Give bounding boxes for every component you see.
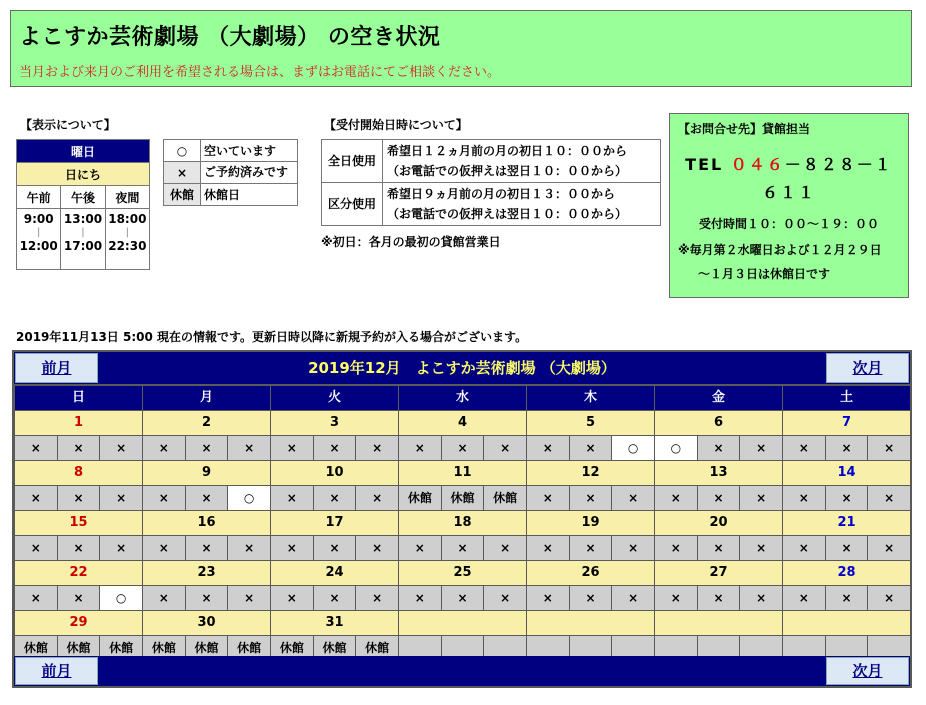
calendar-slot-cell: × <box>399 536 441 560</box>
calendar-slot-cell: × <box>484 436 526 460</box>
reception-kind-full: 全日使用 <box>322 140 383 183</box>
calendar-date-cell: 23 <box>143 561 270 585</box>
calendar-date-cell: 27 <box>655 561 782 585</box>
calendar-slot-cell: × <box>143 586 185 610</box>
calendar-date-cell: 24 <box>271 561 398 585</box>
calendar-date-cell: 19 <box>527 511 654 535</box>
calendar-slot-cell[interactable]: ○ <box>100 586 142 610</box>
calendar-slot-cell: × <box>740 436 782 460</box>
reception-section-label: 【受付開始日時について】 <box>324 118 468 132</box>
calendar-slot-cell: × <box>484 586 526 610</box>
calendar-slot-cell: × <box>868 436 910 460</box>
page-subtitle: 当月および来月のご利用を希望される場合は、まずはお電話にてご相談ください。 <box>19 65 501 80</box>
calendar-date-cell: 13 <box>655 461 782 485</box>
contact-heading: 【お問合せ先】貸館担当 <box>678 122 811 136</box>
calendar-date-cell: 2 <box>143 411 270 435</box>
legend-symbol-box <box>163 139 298 206</box>
prev-month-button-bottom[interactable]: 前月 <box>15 657 98 685</box>
calendar-date-cell: 7 <box>783 411 910 435</box>
legend-time-bar: | <box>125 227 130 238</box>
contact-phone <box>678 151 900 207</box>
calendar-slot-cell: × <box>442 436 484 460</box>
calendar-date-cell: 15 <box>15 511 142 535</box>
calendar-slot-cell: × <box>186 486 228 510</box>
legend-time-bar: | <box>81 227 85 238</box>
calendar-date-cell <box>527 611 654 635</box>
calendar-slot-cell: × <box>143 536 185 560</box>
calendar-date-cell: 3 <box>271 411 398 435</box>
calendar-slot-cell: × <box>698 536 740 560</box>
legend-booked-mark: × <box>164 162 201 184</box>
legend-open-mark: ○ <box>164 140 201 162</box>
calendar-slot-cell: × <box>698 586 740 610</box>
tel-prefix: TEL <box>685 155 731 174</box>
reception-line: （お電話での仮押えは翌日１０：００から） <box>387 207 628 221</box>
calendar-slot-cell: × <box>527 486 569 510</box>
calendar-slot-cell: × <box>612 536 654 560</box>
legend-time-bar: | <box>36 227 41 238</box>
reception-detail-full <box>383 140 661 183</box>
calendar-slot-cell: 休館 <box>100 636 142 660</box>
calendar-slot-cell: × <box>271 486 313 510</box>
legend-time-start: 18:00 <box>108 212 147 226</box>
reception-detail-partial <box>383 183 661 226</box>
legend-closed-meaning: 休館日 <box>201 184 298 206</box>
reception-line: （お電話での仮押えは翌日１０：００から） <box>387 164 628 178</box>
calendar-slot-cell: × <box>612 586 654 610</box>
calendar-slot-cell: × <box>356 536 398 560</box>
calendar-date-cell: 30 <box>143 611 270 635</box>
calendar-date-cell: 8 <box>15 461 142 485</box>
calendar-slot-cell: × <box>570 586 612 610</box>
calendar-slot-cell: × <box>826 586 868 610</box>
calendar-slot-cell: × <box>698 436 740 460</box>
calendar-slot-cell: × <box>740 586 782 610</box>
tel-number: －８２８－１６１１ <box>761 155 893 202</box>
calendar-slot-cell: × <box>442 586 484 610</box>
calendar-slot-cell: × <box>356 486 398 510</box>
calendar-slot-cell: × <box>826 486 868 510</box>
calendar-slot-cell: × <box>356 586 398 610</box>
calendar-slot-cell: × <box>314 436 356 460</box>
calendar-slot-cell: 休館 <box>399 486 441 510</box>
calendar-slot-cell: × <box>15 586 57 610</box>
calendar-slot-cell: × <box>527 536 569 560</box>
calendar-slot-cell: × <box>186 436 228 460</box>
calendar-slot-cell: × <box>868 486 910 510</box>
tel-area-code: ０４６ <box>730 155 785 174</box>
calendar-slot-cell: × <box>314 586 356 610</box>
update-info-line: 2019年11月13日 5:00 現在の情報です。更新日時以降に新規予約が入る場合がございます。 <box>16 330 528 344</box>
weekday-header: 日 <box>15 386 142 410</box>
calendar-slot-cell: × <box>527 436 569 460</box>
calendar-date-cell: 28 <box>783 561 910 585</box>
calendar-slot-cell: 休館 <box>58 636 100 660</box>
weekday-header: 火 <box>271 386 398 410</box>
calendar-date-cell: 16 <box>143 511 270 535</box>
availability-calendar <box>12 350 912 688</box>
calendar-slot-cell: 休館 <box>186 636 228 660</box>
calendar-date-cell: 18 <box>399 511 526 535</box>
calendar-slot-cell: × <box>356 436 398 460</box>
legend-slot-morning: 午前 <box>17 186 61 209</box>
calendar-date-cell <box>783 611 910 635</box>
weekday-header: 月 <box>143 386 270 410</box>
calendar-slot-cell: × <box>655 486 697 510</box>
calendar-slot-cell: × <box>228 436 270 460</box>
calendar-slot-cell: × <box>442 536 484 560</box>
weekday-header: 土 <box>783 386 910 410</box>
weekday-header: 水 <box>399 386 526 410</box>
contact-hours: 受付時間１０：００～１９：００ <box>698 217 879 231</box>
reception-kind-partial: 区分使用 <box>322 183 383 226</box>
contact-box <box>669 113 909 298</box>
calendar-slot-cell: × <box>698 486 740 510</box>
legend-time-end: 12:00 <box>19 239 58 253</box>
legend-slot-night: 夜間 <box>105 186 149 209</box>
calendar-slot-cell: × <box>58 536 100 560</box>
calendar-date-cell <box>399 611 526 635</box>
calendar-slot-cell: 休館 <box>484 486 526 510</box>
calendar-slot-cell: × <box>15 536 57 560</box>
reception-line: 希望日９ヵ月前の月の初日１３：００から <box>387 187 616 201</box>
calendar-slot-cell: 休館 <box>228 636 270 660</box>
calendar-slot-cell: × <box>399 436 441 460</box>
calendar-slot-cell: × <box>58 436 100 460</box>
calendar-bottom-bar <box>14 656 910 686</box>
calendar-slot-cell: × <box>271 536 313 560</box>
next-month-button[interactable]: 次月 <box>826 353 909 383</box>
calendar-slot-cell: × <box>143 486 185 510</box>
legend-open-meaning: 空いています <box>201 140 298 162</box>
calendar-title: 2019年12月 よこすか芸術劇場 （大劇場） <box>308 359 616 377</box>
reception-table <box>321 139 661 226</box>
calendar-slot-cell: × <box>740 536 782 560</box>
calendar-slot-cell: × <box>314 536 356 560</box>
legend-date-label: 日にち <box>17 163 150 186</box>
calendar-date-cell: 9 <box>143 461 270 485</box>
calendar-slot-cell: × <box>228 536 270 560</box>
calendar-slot-cell: 休館 <box>143 636 185 660</box>
calendar-slot-cell: × <box>527 586 569 610</box>
weekday-header: 金 <box>655 386 782 410</box>
calendar-slot-cell: × <box>826 436 868 460</box>
prev-month-button[interactable]: 前月 <box>15 353 98 383</box>
calendar-slot-cell: × <box>484 536 526 560</box>
calendar-slot-cell: 休館 <box>442 486 484 510</box>
calendar-date-cell: 1 <box>15 411 142 435</box>
calendar-slot-cell: × <box>271 586 313 610</box>
page-header <box>10 10 912 87</box>
calendar-slot-cell: × <box>655 536 697 560</box>
calendar-slot-cell: × <box>271 436 313 460</box>
calendar-slot-cell: 休館 <box>314 636 356 660</box>
calendar-date-cell: 4 <box>399 411 526 435</box>
legend-slot-afternoon: 午後 <box>61 186 105 209</box>
calendar-slot-cell: × <box>783 436 825 460</box>
legend-time-end: 17:00 <box>63 239 103 253</box>
legend-day-box <box>16 139 150 270</box>
calendar-slot-cell: × <box>58 586 100 610</box>
calendar-slot-cell: × <box>143 436 185 460</box>
calendar-date-cell: 17 <box>271 511 398 535</box>
calendar-slot-cell: × <box>100 436 142 460</box>
calendar-slot-cell: 休館 <box>271 636 313 660</box>
calendar-slot-cell: × <box>612 486 654 510</box>
legend-closed-mark: 休館 <box>164 184 201 206</box>
first-day-note: ※初日：各月の最初の貸館営業日 <box>321 235 501 249</box>
calendar-slot-cell: 休館 <box>356 636 398 660</box>
calendar-top-bar <box>14 352 910 384</box>
legend-weekday-label: 曜日 <box>17 140 150 163</box>
calendar-slot-cell[interactable]: ○ <box>655 436 697 460</box>
legend-time-start: 13:00 <box>63 212 103 226</box>
legend-time-afternoon <box>61 209 105 270</box>
calendar-date-cell: 21 <box>783 511 910 535</box>
calendar-date-cell: 14 <box>783 461 910 485</box>
calendar-slot-cell: × <box>868 536 910 560</box>
calendar-slot-cell: 休館 <box>15 636 57 660</box>
legend-time-start: 9:00 <box>23 212 54 226</box>
calendar-slot-cell: × <box>783 486 825 510</box>
calendar-slot-cell: × <box>783 536 825 560</box>
calendar-slot-cell: × <box>570 486 612 510</box>
calendar-date-cell: 22 <box>15 561 142 585</box>
calendar-date-cell: 10 <box>271 461 398 485</box>
calendar-slot-cell[interactable]: ○ <box>612 436 654 460</box>
calendar-date-cell: 20 <box>655 511 782 535</box>
contact-closed-note-cont: ～１月３日は休館日です <box>698 267 831 281</box>
next-month-button-bottom[interactable]: 次月 <box>826 657 909 685</box>
legend-time-end: 22:30 <box>108 239 147 253</box>
calendar-slot-cell: × <box>783 586 825 610</box>
calendar-date-cell: 12 <box>527 461 654 485</box>
calendar-slot-cell: × <box>15 436 57 460</box>
calendar-slot-cell: × <box>228 586 270 610</box>
calendar-date-cell: 25 <box>399 561 526 585</box>
calendar-slot-cell: × <box>399 586 441 610</box>
calendar-date-cell: 6 <box>655 411 782 435</box>
calendar-date-cell: 29 <box>15 611 142 635</box>
calendar-slot-cell: × <box>186 586 228 610</box>
calendar-slot-cell: × <box>15 486 57 510</box>
calendar-slot-cell: × <box>826 536 868 560</box>
calendar-date-cell <box>655 611 782 635</box>
calendar-slot-cell: × <box>570 536 612 560</box>
legend-time-night <box>105 209 149 270</box>
calendar-slot-cell: × <box>314 486 356 510</box>
weekday-header: 木 <box>527 386 654 410</box>
calendar-date-cell: 5 <box>527 411 654 435</box>
legend-time-morning <box>17 209 61 270</box>
calendar-slot-cell: × <box>100 536 142 560</box>
calendar-slot-cell[interactable]: ○ <box>228 486 270 510</box>
calendar-slot-cell: × <box>186 536 228 560</box>
calendar-slot-cell: × <box>655 586 697 610</box>
calendar-date-cell: 26 <box>527 561 654 585</box>
page-title: よこすか芸術劇場 （大劇場） の空き状況 <box>19 25 441 50</box>
calendar-slot-cell: × <box>570 436 612 460</box>
calendar-slot-cell: × <box>58 486 100 510</box>
calendar-date-cell: 31 <box>271 611 398 635</box>
calendar-slot-cell: × <box>740 486 782 510</box>
contact-closed-note: ※毎月第２水曜日および１２月２９日 <box>678 243 882 257</box>
legend-section-label: 【表示について】 <box>20 118 116 132</box>
calendar-slot-cell: × <box>868 586 910 610</box>
reception-line: 希望日１２ヵ月前の月の初日１０：００から <box>387 144 628 158</box>
calendar-date-cell: 11 <box>399 461 526 485</box>
calendar-slot-cell: × <box>100 486 142 510</box>
legend-booked-meaning: ご予約済みです <box>201 162 298 184</box>
